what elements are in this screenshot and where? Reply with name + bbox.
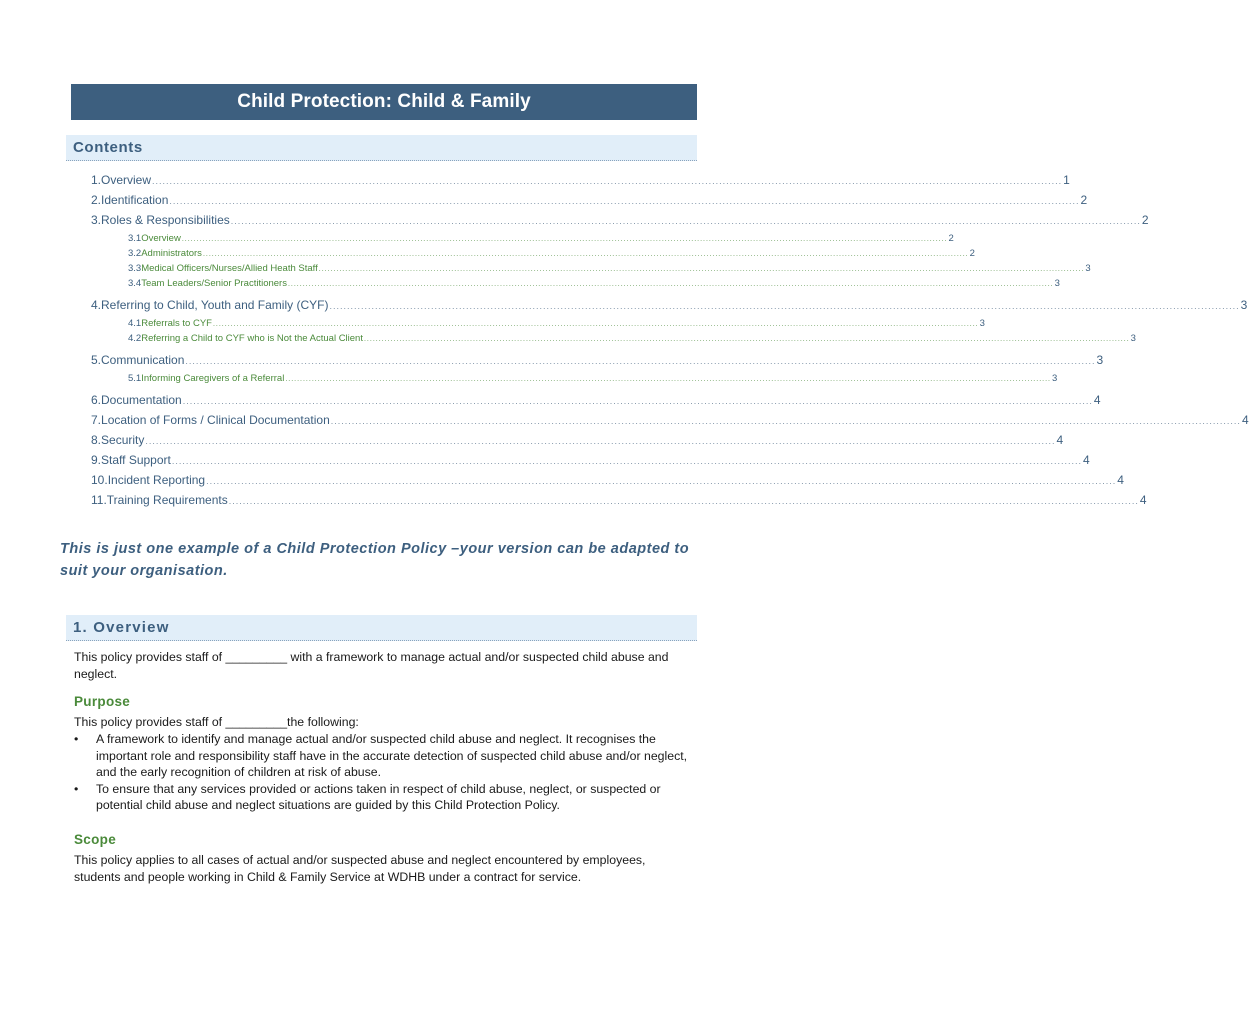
toc-entry-page: 3 bbox=[1240, 298, 1248, 312]
toc-entry[interactable] bbox=[91, 173, 1070, 193]
toc-entry[interactable] bbox=[91, 353, 1104, 373]
policy-note: This is just one example of a Child Protection Policy –your version can be adapted to suit your organisation. bbox=[60, 541, 690, 579]
toc-subentry-number: 4.2 bbox=[128, 333, 142, 344]
toc-subentry-label: Team Leaders/Senior Practitioners bbox=[141, 278, 287, 289]
toc-subentry[interactable] bbox=[128, 373, 1058, 388]
toc-entry-number: 5. bbox=[91, 353, 102, 367]
overview-text: This policy provides staff of _________ with a framework to manage actual and/or suspected child abuse and neglect. bbox=[74, 650, 669, 681]
toc-subentry[interactable] bbox=[128, 318, 985, 333]
toc-leader-dots: .................................................................................................................................................................................................................................................................... bbox=[363, 336, 1130, 343]
toc-entry[interactable] bbox=[91, 193, 1088, 213]
toc-entry-label: Documentation bbox=[101, 393, 182, 407]
toc-entry-number: 11. bbox=[91, 493, 107, 507]
toc-entry[interactable] bbox=[91, 473, 1124, 493]
toc-leader-dots: .................................................................................................................................................................................................................................................................... bbox=[185, 356, 1096, 366]
toc-leader-dots: .................................................................................................................................................................................................................................................................... bbox=[145, 436, 1056, 446]
toc-entry-page: 3 bbox=[1096, 353, 1104, 367]
toc-entry-number: 6. bbox=[91, 393, 102, 407]
toc-subentry-number: 5.1 bbox=[128, 373, 142, 384]
toc-entry[interactable] bbox=[91, 433, 1064, 453]
overview-heading: 1. Overview bbox=[66, 615, 697, 641]
purpose-heading: Purpose bbox=[74, 694, 131, 709]
toc-entry-number: 8. bbox=[91, 433, 102, 447]
toc-subentry-page: 2 bbox=[948, 233, 954, 244]
purpose-intro: This policy provides staff of _________the following: bbox=[74, 715, 359, 729]
toc-entry-page: 1 bbox=[1063, 173, 1070, 187]
toc-subentry-number: 3.1 bbox=[128, 233, 142, 244]
toc-subentry[interactable] bbox=[128, 263, 1091, 278]
toc-entry-label: Incident Reporting bbox=[107, 473, 206, 487]
table-of-contents bbox=[91, 173, 1249, 513]
toc-subentry[interactable] bbox=[128, 248, 975, 263]
toc-entry-label: Location of Forms / Clinical Documentation bbox=[101, 413, 330, 427]
list-item bbox=[74, 781, 694, 814]
toc-subentry-label: Administrators bbox=[141, 248, 202, 259]
toc-entry-label: Referring to Child, Youth and Family (CYF) bbox=[101, 298, 329, 312]
toc-leader-dots: .................................................................................................................................................................................................................................................................... bbox=[152, 176, 1063, 186]
toc-leader-dots: .................................................................................................................................................................................................................................................................... bbox=[230, 216, 1141, 226]
toc-subentry[interactable] bbox=[128, 333, 1136, 348]
toc-entry[interactable] bbox=[91, 453, 1090, 473]
toc-subentry-page: 3 bbox=[1130, 333, 1136, 344]
toc-subentry-number: 3.3 bbox=[128, 263, 142, 274]
toc-entry[interactable] bbox=[91, 393, 1101, 413]
toc-subentry-number: 3.2 bbox=[128, 248, 142, 259]
toc-subentry-label: Informing Caregivers of a Referral bbox=[141, 373, 285, 384]
toc-subentry-page: 3 bbox=[1085, 263, 1091, 274]
toc-subentry-page: 3 bbox=[1051, 373, 1058, 384]
toc-entry-label: Staff Support bbox=[101, 453, 171, 467]
bullet-marker: • bbox=[74, 732, 79, 746]
toc-entry-page: 4 bbox=[1241, 413, 1249, 427]
toc-entry[interactable] bbox=[91, 298, 1248, 318]
toc-entry-number: 9. bbox=[91, 453, 102, 467]
toc-subentry-number: 4.1 bbox=[128, 318, 142, 329]
toc-leader-dots: .................................................................................................................................................................................................................................................................... bbox=[169, 196, 1080, 206]
toc-leader-dots: .................................................................................................................................................................................................................................................................... bbox=[329, 301, 1240, 311]
purpose-bullet-list bbox=[74, 731, 694, 814]
toc-subentry[interactable] bbox=[128, 233, 954, 248]
toc-entry-label: Communication bbox=[101, 353, 185, 367]
toc-entry[interactable] bbox=[91, 493, 1147, 513]
toc-entry-number: 3. bbox=[91, 213, 102, 227]
toc-leader-dots: .................................................................................................................................................................................................................................................................... bbox=[285, 376, 1051, 383]
toc-entry-label: Security bbox=[101, 433, 145, 447]
toc-entry-page: 4 bbox=[1117, 473, 1124, 487]
document-title: Child Protection: Child & Family bbox=[71, 84, 697, 120]
toc-leader-dots: .................................................................................................................................................................................................................................................................... bbox=[228, 496, 1139, 506]
contents-heading: Contents bbox=[66, 135, 697, 161]
toc-subentry-label: Referring a Child to CYF who is Not the Actual Client bbox=[141, 333, 363, 344]
toc-entry-label: Training Requirements bbox=[106, 493, 228, 507]
toc-subentry-label: Referrals to CYF bbox=[141, 318, 212, 329]
toc-subentry-page: 3 bbox=[979, 318, 985, 329]
toc-entry-page: 4 bbox=[1139, 493, 1147, 507]
toc-leader-dots: .................................................................................................................................................................................................................................................................... bbox=[171, 456, 1082, 466]
toc-leader-dots: .................................................................................................................................................................................................................................................................... bbox=[212, 321, 979, 328]
toc-entry-number: 4. bbox=[91, 298, 102, 312]
list-item bbox=[74, 731, 694, 781]
toc-entry-page: 4 bbox=[1056, 433, 1064, 447]
scope-text: This policy applies to all cases of actual and/or suspected abuse and neglect encountered by employees, students and people working in Child & Family Service at WDHB under a contract for service. bbox=[74, 853, 646, 884]
toc-subentry[interactable] bbox=[128, 278, 1060, 293]
toc-subentry-page: 3 bbox=[1054, 278, 1060, 289]
toc-entry-page: 4 bbox=[1082, 453, 1090, 467]
bullet-text: To ensure that any services provided or actions taken in respect of child abuse, neglect, or suspected or potential child abuse and neglect situations are guided by this Child Protection Policy. bbox=[96, 781, 661, 812]
toc-entry-page: 4 bbox=[1093, 393, 1101, 407]
toc-subentry-page: 2 bbox=[969, 248, 975, 259]
bullet-text: A framework to identify and manage actual and/or suspected child abuse and neglect. It recognises the important role and responsibility staff have in the accurate detection of suspected child abuse and/or neglect, and the early recognition of children at risk of abuse. bbox=[96, 732, 688, 779]
toc-entry-label: Identification bbox=[101, 193, 169, 207]
toc-entry-label: Overview bbox=[101, 173, 152, 187]
toc-subentry-number: 3.4 bbox=[128, 278, 142, 289]
toc-leader-dots: .................................................................................................................................................................................................................................................................... bbox=[330, 416, 1241, 426]
toc-entry-page: 2 bbox=[1141, 213, 1149, 227]
toc-entry[interactable] bbox=[91, 413, 1249, 433]
toc-leader-dots: .................................................................................................................................................................................................................................................................... bbox=[318, 266, 1085, 273]
toc-entry-label: Roles & Responsibilities bbox=[101, 213, 230, 227]
toc-entry-number: 7. bbox=[91, 413, 102, 427]
toc-subentry-label: Medical Officers/Nurses/Allied Heath Staff bbox=[141, 263, 318, 274]
toc-entry[interactable] bbox=[91, 213, 1149, 233]
bullet-marker: • bbox=[74, 781, 79, 796]
toc-leader-dots: .................................................................................................................................................................................................................................................................... bbox=[287, 281, 1054, 288]
toc-leader-dots: .................................................................................................................................................................................................................................................................... bbox=[181, 236, 948, 243]
scope-heading: Scope bbox=[74, 832, 117, 847]
toc-subentry-label: Overview bbox=[141, 233, 181, 244]
toc-entry-page: 2 bbox=[1080, 193, 1088, 207]
toc-leader-dots: .................................................................................................................................................................................................................................................................... bbox=[206, 476, 1117, 486]
toc-entry-number: 1. bbox=[91, 173, 102, 187]
toc-entry-number: 10. bbox=[91, 473, 108, 487]
toc-leader-dots: .................................................................................................................................................................................................................................................................... bbox=[202, 251, 969, 258]
toc-leader-dots: .................................................................................................................................................................................................................................................................... bbox=[182, 396, 1093, 406]
toc-entry-number: 2. bbox=[91, 193, 102, 207]
